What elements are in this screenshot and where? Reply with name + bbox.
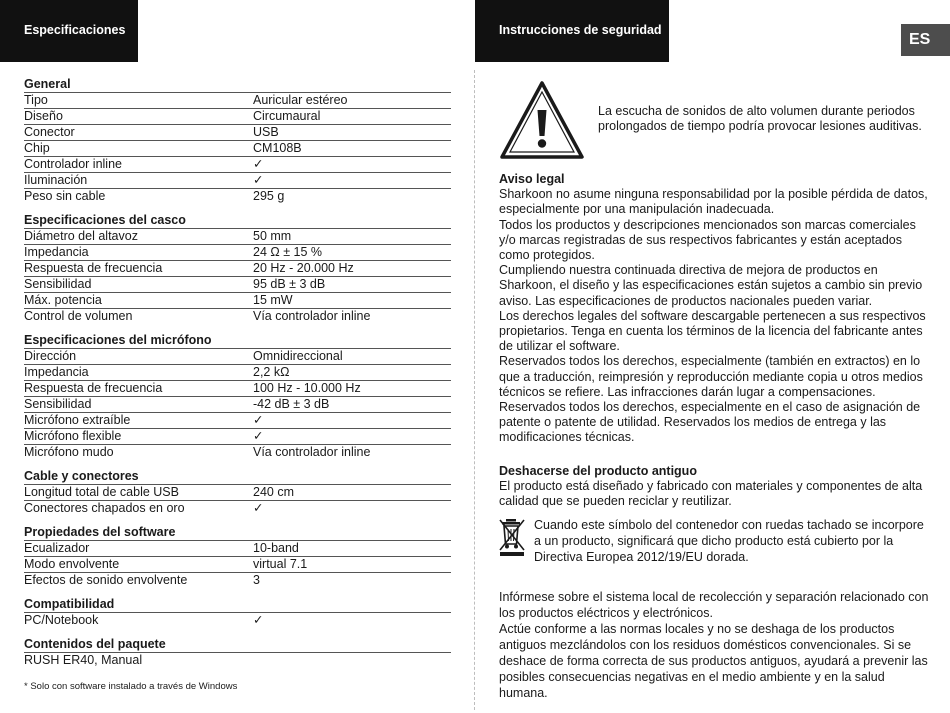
- warning-text: La escucha de sonidos de alto volumen durante periodos prolongados de tiempo podría provocar lesiones auditivas.: [598, 104, 922, 134]
- spec-value: virtual 7.1: [253, 557, 308, 571]
- spec-row: [24, 413, 451, 429]
- spec-label: PC/Notebook: [24, 613, 99, 627]
- spec-value: CM108B: [253, 141, 302, 155]
- spec-label: RUSH ER40, Manual: [24, 653, 143, 667]
- specs-header-title: Especificaciones: [24, 23, 126, 37]
- legal-paragraph: Sharkoon no asume ninguna responsabilidad por la posible pérdida de datos, especialmente por una manipulación inadecuada.: [499, 187, 928, 217]
- spec-label: Efectos de sonido envolvente: [24, 573, 188, 587]
- spec-label: Modo envolvente: [24, 557, 120, 571]
- safety-header: [475, 0, 669, 62]
- spec-label: Conectores chapados en oro: [24, 501, 185, 515]
- spec-value: 295 g: [253, 189, 285, 203]
- section-title-cable: Cable y conectores: [24, 466, 451, 485]
- section-general: [24, 93, 451, 204]
- spec-row: [24, 429, 451, 445]
- spec-value: 2,2 kΩ: [253, 365, 290, 379]
- spec-row: [24, 557, 451, 573]
- spec-label: Impedancia: [24, 245, 89, 259]
- legal-paragraph: Reservados todos los derechos, especialmente en el caso de asignación de patente o patente de utilidad. Reservados los medios de entrega y las modificaciones técnicas.: [499, 400, 921, 445]
- disposal-intro: El producto está diseñado y fabricado con materiales y componentes de alta calidad que se pueden reciclar y reutilizar.: [499, 478, 923, 509]
- spec-row: [24, 125, 451, 141]
- spec-label: Diseño: [24, 109, 63, 123]
- spec-row: [24, 293, 451, 309]
- spec-value: 20 Hz - 20.000 Hz: [253, 261, 354, 275]
- weee-text: Cuando este símbolo del contenedor con ruedas tachado se incorpore a un producto, significará que dicho producto está cubierto por la Directiva Europea 2012/19/EU dorada.: [534, 518, 924, 565]
- section-cable: [24, 485, 451, 516]
- legal-paragraph: Los derechos legales del software descargable pertenecen a sus respectivos propietarios. Tenga en cuenta los términos de la licencia del fabricante antes de utilizar el software.: [499, 308, 926, 354]
- spec-label: Tipo: [24, 93, 48, 107]
- spec-row: [24, 381, 451, 397]
- section-title-microphone: Especificaciones del micrófono: [24, 330, 451, 349]
- spec-row: [24, 653, 451, 668]
- disposal-paragraph: Actúe conforme a las normas locales y no se deshaga de los productos antiguos mezclándolos con los residuos domésticos convencionales. Si se deshace de forma correcta de sus productos antiguos, ayudará a prevenir las posibles consecuencias negativas en el medio ambiente y en la salud humana.: [499, 622, 928, 701]
- spec-row: [24, 157, 451, 173]
- section-microphone: [24, 349, 451, 460]
- spec-value: Vía controlador inline: [253, 445, 371, 459]
- spec-value: Omnidireccional: [253, 349, 343, 363]
- legal-notice: [499, 187, 931, 445]
- disposal-paragraph: Infórmese sobre el sistema local de recolección y separación relacionado con los productos eléctricos y electrónicos.: [499, 590, 929, 621]
- spec-label: Sensibilidad: [24, 277, 92, 291]
- spec-label: Iluminación: [24, 173, 88, 187]
- spec-row: [24, 141, 451, 157]
- spec-value: 24 Ω ± 15 %: [253, 245, 323, 259]
- spec-row: [24, 501, 451, 516]
- legal-title: Aviso legal: [499, 172, 565, 186]
- section-title-general: General: [24, 74, 451, 93]
- spec-value: 95 dB ± 3 dB: [253, 277, 326, 291]
- legal-paragraph: Todos los productos y descripciones mencionados son marcas comerciales y/o marcas registradas de sus respectivos fabricantes y están aceptados como protegidos.: [499, 217, 916, 263]
- spec-row: [24, 229, 451, 245]
- language-badge: ES: [901, 24, 950, 56]
- specs-column: [24, 74, 451, 668]
- spec-row: [24, 93, 451, 109]
- spec-row: [24, 349, 451, 365]
- spec-value: 3: [253, 573, 260, 587]
- section-headset: [24, 229, 451, 324]
- spec-row: [24, 261, 451, 277]
- spec-label: Sensibilidad: [24, 397, 92, 411]
- spec-label: Longitud total de cable USB: [24, 485, 179, 499]
- spec-row: [24, 445, 451, 460]
- spec-row: [24, 485, 451, 501]
- spec-value: [253, 653, 451, 668]
- spec-row: [24, 277, 451, 293]
- spec-row: [24, 245, 451, 261]
- section-software: [24, 541, 451, 588]
- spec-label: Impedancia: [24, 365, 89, 379]
- section-package: [24, 653, 451, 668]
- spec-row: [24, 365, 451, 381]
- spec-row: [24, 309, 451, 324]
- spec-value: 50 mm: [253, 229, 292, 243]
- warning-triangle-icon: [499, 80, 585, 160]
- footnote: * Solo con software instalado a través de Windows: [24, 681, 238, 692]
- specs-list: [24, 74, 451, 668]
- spec-value: ✓: [253, 613, 264, 627]
- spec-label: Máx. potencia: [24, 293, 102, 307]
- spec-value: ✓: [253, 173, 264, 187]
- spec-value: Auricular estéreo: [253, 93, 348, 107]
- spec-row: [24, 613, 451, 628]
- specs-header: [0, 0, 138, 62]
- safety-header-title: Instrucciones de seguridad: [499, 23, 662, 37]
- spec-value: ✓: [253, 413, 264, 427]
- section-title-package: Contenidos del paquete: [24, 634, 451, 653]
- spec-label: Dirección: [24, 349, 77, 363]
- section-title-software: Propiedades del software: [24, 522, 451, 541]
- legal-paragraph: Cumpliendo nuestra continuada directiva de mejora de productos en Sharkoon, el diseño y las especificaciones están sujetos a cambio sin previo aviso. Las especificaciones de productos nacionales pueden variar.: [499, 263, 923, 308]
- spec-row: [24, 189, 451, 204]
- spec-label: Micrófono mudo: [24, 445, 114, 459]
- crossed-bin-icon: [499, 517, 525, 557]
- spec-value: 15 mW: [253, 293, 293, 307]
- spec-value: 240 cm: [253, 485, 294, 499]
- disposal-title: Deshacerse del producto antiguo: [499, 463, 697, 478]
- spec-value: Circumaural: [253, 109, 321, 123]
- spec-label: Respuesta de frecuencia: [24, 381, 163, 395]
- spec-value: ✓: [253, 501, 264, 515]
- spec-row: [24, 173, 451, 189]
- spec-value: ✓: [253, 429, 264, 443]
- spec-value: Vía controlador inline: [253, 309, 371, 323]
- hearing-warning: [499, 80, 931, 162]
- section-title-compat: Compatibilidad: [24, 594, 451, 613]
- disposal-info: [499, 589, 931, 701]
- spec-row: [24, 397, 451, 413]
- spec-value: ✓: [253, 157, 264, 171]
- spec-label: Respuesta de frecuencia: [24, 261, 163, 275]
- spec-label: Chip: [24, 141, 50, 155]
- spec-value: 10-band: [253, 541, 299, 555]
- spec-row: [24, 541, 451, 557]
- spec-label: Ecualizador: [24, 541, 90, 555]
- spec-label: Conector: [24, 125, 75, 139]
- section-compat: [24, 613, 451, 628]
- spec-label: Micrófono extraíble: [24, 413, 131, 427]
- safety-column: [499, 80, 931, 701]
- spec-label: Control de volumen: [24, 309, 133, 323]
- spec-value: -42 dB ± 3 dB: [253, 397, 330, 411]
- spec-label: Controlador inline: [24, 157, 122, 171]
- spec-value: USB: [253, 125, 279, 139]
- spec-row: [24, 109, 451, 125]
- spec-value: 100 Hz - 10.000 Hz: [253, 381, 361, 395]
- spec-label: Peso sin cable: [24, 189, 106, 203]
- section-title-headset: Especificaciones del casco: [24, 210, 451, 229]
- spec-row: [24, 573, 451, 588]
- spec-label: Diámetro del altavoz: [24, 229, 138, 243]
- spec-label: Micrófono flexible: [24, 429, 122, 443]
- weee-notice: [499, 517, 931, 573]
- legal-paragraph: Reservados todos los derechos, especialmente (también en extractos) en lo que a traducción, reimpresión y reproducción mediante copia u otros medios técnicos se refiere. Las infracciones darán lugar a compensaciones.: [499, 354, 923, 399]
- page-divider: [474, 70, 475, 710]
